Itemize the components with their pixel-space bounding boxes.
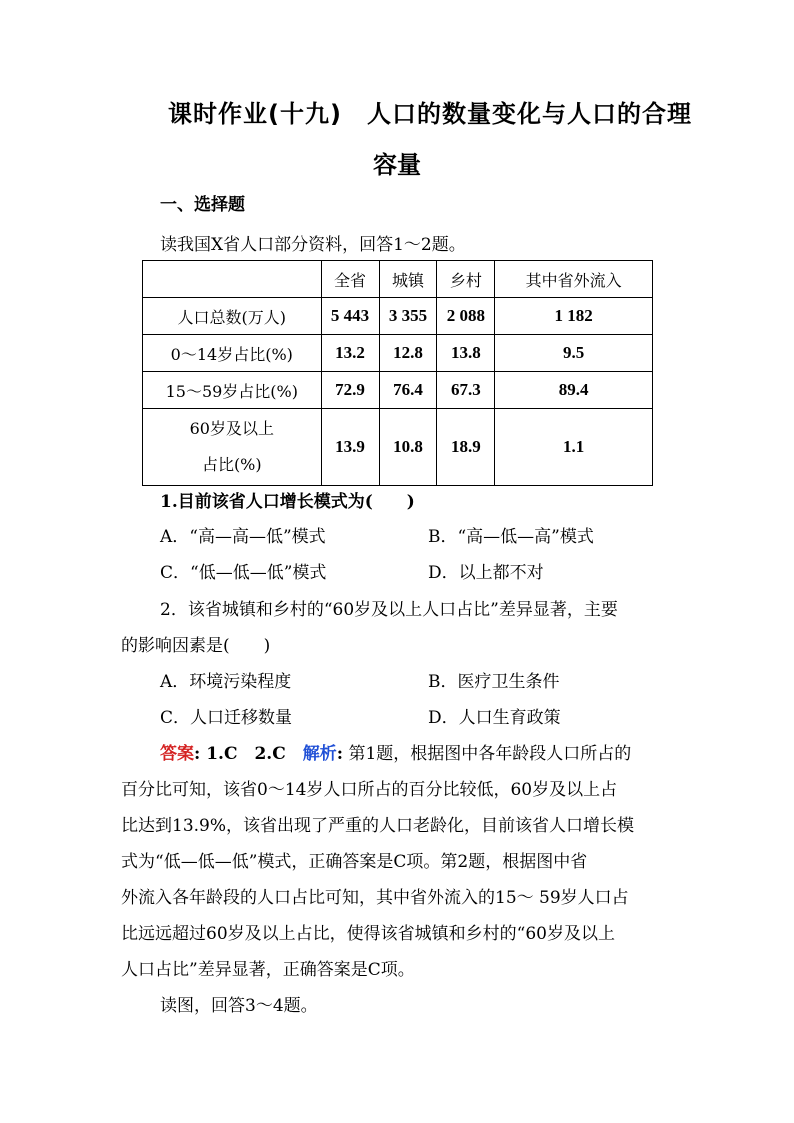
table-row [143, 298, 653, 335]
answer-colon: : [194, 744, 201, 764]
answer-label: 答案 [160, 744, 194, 764]
row-label-line: 占比(%) [201, 455, 262, 474]
question-2-stem: 2．该省城镇和乡村的“60岁及以上人口占比”差异显著，主要 [160, 600, 618, 620]
table-cell: 1.1 [495, 409, 653, 486]
question-2-stem-continued: 的影响因素是( ) [121, 636, 271, 656]
table-row [143, 335, 653, 372]
table-header-cell: 全省 [321, 261, 379, 298]
q2-option-a: A．环境污染程度 [160, 672, 292, 692]
analysis-text: 百分比可知，该省0～14岁人口所占的百分比较低，60岁及以上占 [121, 780, 618, 800]
analysis-text: 比达到13.9%，该省出现了严重的人口老龄化，目前该省人口增长模 [121, 816, 635, 836]
row-label-line: 60岁及以上 [189, 419, 274, 438]
q2-option-b: B．医疗卫生条件 [428, 672, 560, 692]
q1-option-d: D．以上都不对 [428, 563, 544, 583]
next-question-intro: 读图，回答3～4题。 [160, 996, 318, 1016]
table-cell: 67.3 [437, 372, 495, 409]
table-header-cell: 乡村 [437, 261, 495, 298]
analysis-text: 第1题，根据图中各年龄段人口所占的 [343, 744, 632, 764]
table-row [143, 409, 653, 486]
q2-option-d: D．人口生育政策 [428, 708, 561, 728]
q1-option-b: B．“高—低—高”模式 [428, 527, 594, 547]
table-cell: 3 355 [379, 298, 437, 335]
table-cell: 13.8 [437, 335, 495, 372]
analysis-text: 比远远超过60岁及以上占比，使得该省城镇和乡村的“60岁及以上 [121, 924, 615, 944]
section-heading: 一、选择题 [160, 195, 245, 215]
answer-line [160, 739, 631, 764]
table-cell: 12.8 [379, 335, 437, 372]
analysis-text: 式为“低—低—低”模式，正确答案是C项。第2题，根据图中省 [121, 852, 588, 872]
analysis-label: 解析 [302, 744, 337, 764]
analysis-colon: : [336, 744, 344, 764]
page-title: 课时作业(十九) 人口的数量变化与人口的合理 [168, 100, 692, 128]
row-label: 15～59岁占比(%) [143, 372, 322, 409]
table-cell: 2 088 [437, 298, 495, 335]
q1-option-a: A．“高—高—低”模式 [160, 527, 326, 547]
q1-option-c: C．“低—低—低”模式 [160, 563, 327, 583]
table-header-cell [143, 261, 322, 298]
table-cell: 10.8 [379, 409, 437, 486]
table-row [143, 372, 653, 409]
row-label: 人口总数(万人) [143, 298, 322, 335]
analysis-text: 外流入各年龄段的人口占比可知，其中省外流入的15～ 59岁人口占 [121, 888, 629, 908]
answer-values: 1.C 2.C [200, 744, 303, 764]
table-cell: 9.5 [495, 335, 653, 372]
table-cell: 13.9 [321, 409, 379, 486]
table-header-row [143, 261, 653, 298]
question-intro: 读我国X省人口部分资料，回答1～2题。 [160, 235, 466, 255]
population-table [142, 260, 653, 486]
table-cell: 18.9 [437, 409, 495, 486]
analysis-text: 人口占比”差异显著，正确答案是C项。 [121, 960, 415, 980]
table-cell: 76.4 [379, 372, 437, 409]
q2-option-c: C．人口迁移数量 [160, 708, 293, 728]
table-header-cell: 其中省外流入 [495, 261, 653, 298]
table-cell: 1 182 [495, 298, 653, 335]
table-cell: 72.9 [321, 372, 379, 409]
row-label [143, 409, 322, 486]
question-1-stem: 1.目前该省人口增长模式为( ) [160, 492, 415, 512]
table-cell: 89.4 [495, 372, 653, 409]
table-cell: 13.2 [321, 335, 379, 372]
row-label: 0～14岁占比(%) [143, 335, 322, 372]
table-header-cell: 城镇 [379, 261, 437, 298]
table-cell: 5 443 [321, 298, 379, 335]
page-title-continued: 容量 [373, 151, 421, 179]
